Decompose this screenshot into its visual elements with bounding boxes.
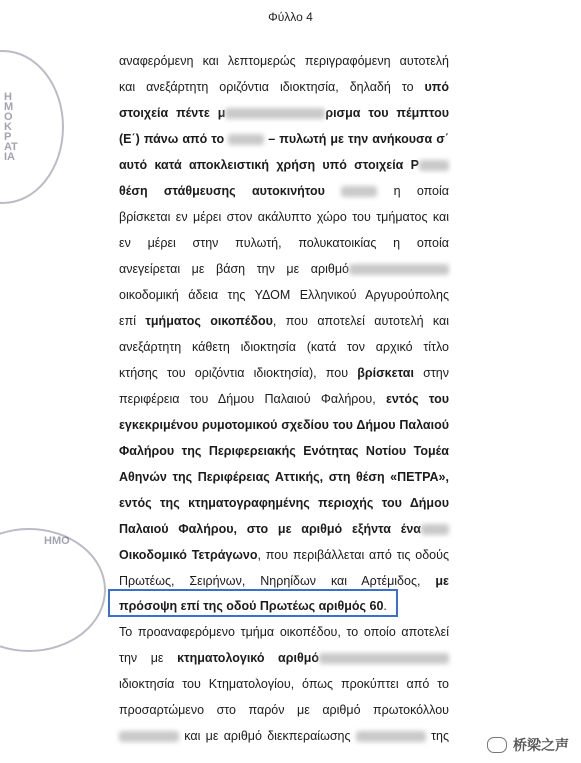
text-line bbox=[119, 235, 449, 251]
highlight-box bbox=[108, 589, 398, 617]
text-line bbox=[119, 521, 449, 537]
text-line bbox=[119, 313, 449, 329]
bold-text: – πυλωτή bbox=[264, 132, 327, 146]
text-segment: , που αποτελεί αυτοτελή και bbox=[272, 314, 449, 328]
text-segment: ανεγείρεται με βάση την με αριθμό bbox=[119, 262, 349, 276]
bold-text: στοιχεία πέντε μ bbox=[119, 106, 226, 120]
redacted-region bbox=[225, 108, 325, 119]
bold-text: πρόσοψη επί της οδού Πρωτέως αριθμός 60 bbox=[119, 599, 384, 613]
text-segment: περιφέρεια του Δήμου Παλαιού Φαλήρου, bbox=[119, 392, 386, 406]
bold-text: Οικοδομικό Τετράγωνο bbox=[119, 548, 258, 562]
text-segment: ιδιοκτησία του Κτηματολογίου, όπως προκύπτει από το bbox=[119, 677, 449, 691]
text-segment: αναφερόμενη και λεπτομερώς περιγραφόμενη αυτοτελή bbox=[119, 54, 449, 68]
text-segment: και ανεξάρτητη οριζόντια ιδιοκτησία, δηλαδή το bbox=[119, 80, 425, 94]
text-line bbox=[119, 131, 449, 147]
seal-stamp-top-text: ΗΜΟΚΡΑΤΙΑ bbox=[4, 91, 18, 163]
bold-text: (Ε΄) πάνω από το bbox=[119, 132, 229, 146]
redacted-region bbox=[421, 524, 449, 535]
bold-text: θέση στάθμευσης αυτοκινήτου bbox=[119, 184, 325, 198]
bold-text: ρισμα του πέμπτου bbox=[325, 106, 449, 120]
text-line bbox=[119, 53, 449, 69]
text-line bbox=[119, 443, 449, 459]
page-header: Φύλλο 4 bbox=[268, 10, 313, 24]
text-segment: η οποία bbox=[377, 184, 449, 198]
bold-text: αυτό κατά αποκλειστική χρήση υπό στοιχεία Ρ bbox=[119, 158, 419, 172]
bold-text: εντός του bbox=[385, 392, 450, 406]
text-segment: Πρωτέως, Σειρήνων, Νηρηίδων και Αρτέμιδος, bbox=[119, 574, 436, 588]
text-line bbox=[119, 261, 449, 277]
text-segment: επί bbox=[119, 314, 146, 328]
bold-text: Αθηνών της Περιφέρειας Αττικής, στη θέση «ΠΕΤΡΑ», bbox=[119, 470, 449, 484]
text-line bbox=[119, 728, 449, 744]
redacted-region bbox=[349, 264, 449, 275]
bold-text: Παλαιού Φαλήρου, στο με αριθμό εξήντα ένα bbox=[119, 522, 421, 536]
text-segment: στην bbox=[413, 366, 449, 380]
bold-text: εγκεκριμένου ρυμοτομικού σχεδίου του Δήμου Παλαιού bbox=[119, 418, 449, 432]
bold-text: με την ανήκουσα σ΄ bbox=[326, 132, 450, 146]
redacted-region bbox=[419, 160, 449, 171]
text-segment: βρίσκεται εν μέρει στον ακάλυπτο χώρο του τμήματος και bbox=[119, 210, 449, 224]
text-line bbox=[119, 339, 449, 355]
bold-text: Φαλήρου της Περιφερειακής Ενότητας Νοτίου Τομέα bbox=[119, 444, 449, 458]
wechat-icon bbox=[487, 737, 507, 753]
text-line bbox=[119, 209, 449, 225]
redacted-region bbox=[228, 134, 264, 145]
seal-stamp-bottom-text: ΗΜΟ bbox=[44, 535, 70, 547]
text-segment: , που περιβάλλεται από τις οδούς bbox=[257, 548, 449, 562]
watermark bbox=[487, 735, 569, 755]
text-line bbox=[119, 624, 449, 640]
text-segment bbox=[325, 184, 341, 198]
text-line bbox=[119, 157, 449, 173]
text-line bbox=[119, 650, 449, 666]
text-segment: ανεξάρτητη κάθετη ιδιοκτησία (κατά τον αρχικό τίτλο bbox=[119, 340, 449, 354]
text-line bbox=[119, 469, 449, 485]
redacted-region bbox=[341, 186, 377, 197]
text-line bbox=[119, 495, 449, 511]
text-line bbox=[119, 676, 449, 692]
text-segment: οικοδομική άδεια της ΥΔΟΜ Ελληνικού Αργυρούπολης bbox=[119, 288, 449, 302]
bold-text: εντός της κτηματογραφημένης περιοχής του Δήμου bbox=[119, 496, 449, 510]
text-line bbox=[119, 79, 449, 95]
redacted-region bbox=[319, 653, 449, 664]
text-line bbox=[119, 365, 449, 381]
text-line bbox=[119, 287, 449, 303]
text-line bbox=[119, 702, 449, 718]
bold-text: τμήματος οικοπέδου bbox=[145, 314, 273, 328]
bold-text: υπό bbox=[424, 80, 449, 94]
text-segment: εν μέρει στην πυλωτή, πολυκατοικίας η οποία bbox=[119, 236, 449, 250]
text-line bbox=[119, 105, 449, 121]
text-line bbox=[119, 417, 449, 433]
text-segment: και με αριθμό διεκπεραίωσης bbox=[179, 729, 356, 743]
watermark-text: 桥梁之声 bbox=[513, 737, 569, 753]
bold-text: βρίσκεται bbox=[357, 366, 414, 380]
text-segment: . bbox=[383, 599, 387, 613]
text-segment: προσαρτώμενο στο παρόν με αριθμό πρωτοκόλλου bbox=[119, 703, 449, 717]
text-line bbox=[119, 183, 449, 199]
redacted-region bbox=[356, 731, 426, 742]
text-line bbox=[119, 547, 449, 563]
text-segment: κτήσης του οριζόντια ιδιοκτησία), που bbox=[119, 366, 358, 380]
text-segment: την με bbox=[119, 651, 178, 665]
redacted-region bbox=[119, 731, 179, 742]
text-segment: Το προαναφερόμενο τμήμα οικοπέδου, το οποίο αποτελεί bbox=[119, 625, 449, 639]
text-line bbox=[119, 391, 449, 407]
bold-text: με bbox=[435, 574, 449, 588]
text-segment: της bbox=[425, 729, 450, 743]
text-line bbox=[119, 573, 449, 589]
bold-text: κτηματολογικό αριθμό bbox=[177, 651, 319, 665]
